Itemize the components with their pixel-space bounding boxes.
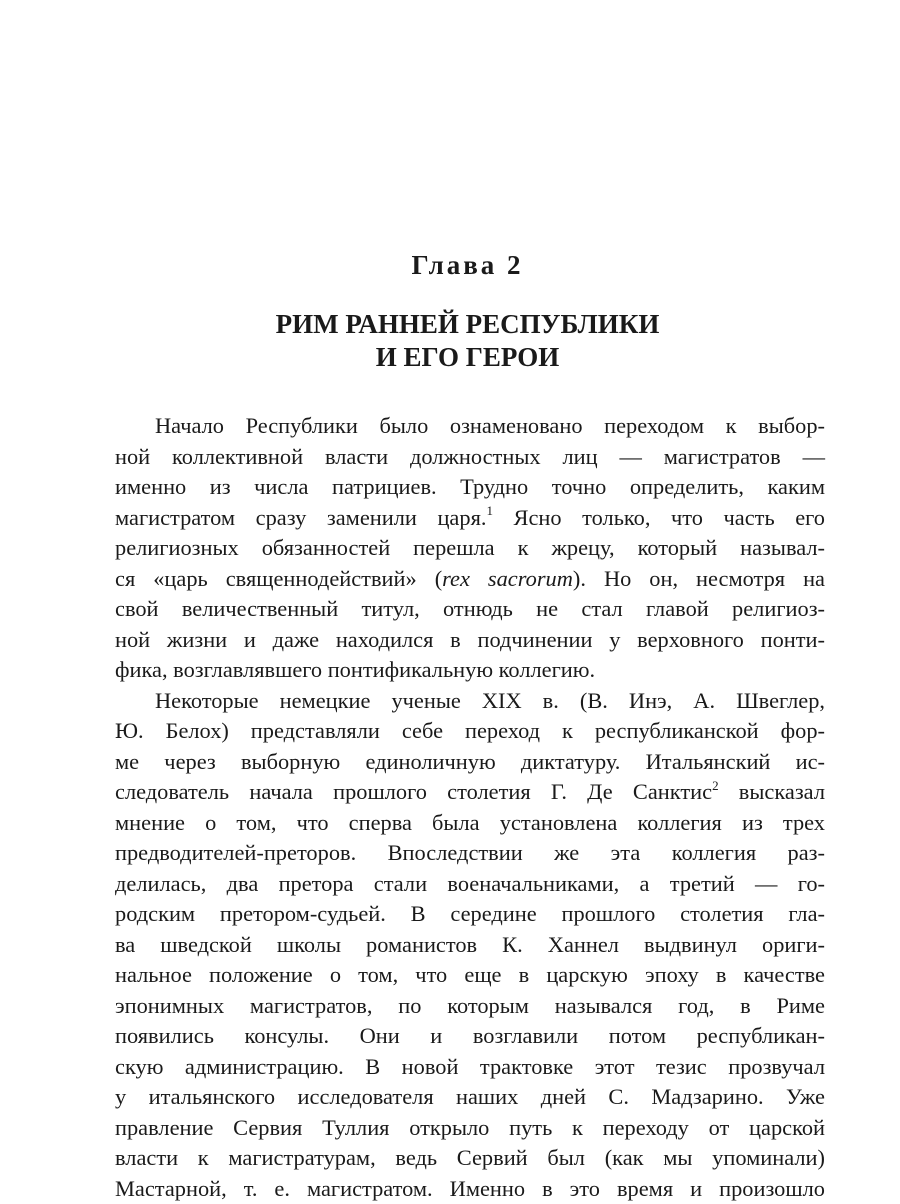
text-line: правление Сервия Туллия открыло путь к переходу от царской	[115, 1113, 825, 1144]
text-line: предводителей-преторов. Впоследствии же эта коллегия раз-	[115, 838, 825, 869]
text-line: скую администрацию. В новой трактовке этот тезис прозвучал	[115, 1052, 825, 1083]
text-line: делилась, два претора стали военачальниками, а третий — го-	[115, 869, 825, 900]
text-line: Ю. Белох) представляли себе переход к республиканской фор-	[115, 716, 825, 747]
text-line: Начало Республики было ознаменовано переходом к выбор-	[115, 411, 825, 442]
paragraph-1	[115, 411, 825, 686]
footnote-marker[interactable]: 1	[486, 503, 493, 518]
text-fragment: магистратом сразу заменили царя.	[115, 505, 486, 530]
footnote-marker[interactable]: 2	[712, 778, 719, 793]
latin-term: rex sacrorum	[442, 566, 573, 591]
text-fragment: следователь начала прошлого столетия Г. Де Санктис	[115, 779, 712, 804]
text-line: именно из числа патрициев. Трудно точно определить, каким	[115, 472, 825, 503]
text-line	[115, 503, 825, 534]
text-line: ной жизни и даже находился в подчинении у верховного понти-	[115, 625, 825, 656]
text-line: Мастарной, т. е. магистратом. Именно в это время и произошло	[115, 1174, 825, 1204]
text-line: фика, возглавлявшего понтификальную коллегию.	[115, 655, 825, 686]
text-line: родским претором-судьей. В середине прошлого столетия гла-	[115, 899, 825, 930]
text-line: власти к магистратурам, ведь Сервий был (как мы упоминали)	[115, 1143, 825, 1174]
text-line: у итальянского исследователя наших дней С. Мадзарино. Уже	[115, 1082, 825, 1113]
text-line: мнение о том, что сперва была установлена коллегия из трех	[115, 808, 825, 839]
text-fragment: ся «царь священнодействий» (	[115, 566, 442, 591]
text-line	[115, 777, 825, 808]
text-line: религиозных обязанностей перешла к жрецу, который называл-	[115, 533, 825, 564]
text-line: Некоторые немецкие ученые XIX в. (В. Инэ, А. Швеглер,	[115, 686, 825, 717]
text-line: эпонимных магистратов, по которым назывался год, в Риме	[115, 991, 825, 1022]
text-line: появились консулы. Они и возглавили потом республикан-	[115, 1021, 825, 1052]
text-line	[115, 564, 825, 595]
text-line: свой величественный титул, отнюдь не стал главой религиоз-	[115, 594, 825, 625]
text-line: нальное положение о том, что еще в царскую эпоху в качестве	[115, 960, 825, 991]
chapter-heading: Глава 2	[0, 250, 900, 281]
text-line: ме через выборную единоличную диктатуру. Итальянский ис-	[115, 747, 825, 778]
text-line: ва шведской школы романистов К. Ханнел выдвинул ориги-	[115, 930, 825, 961]
paragraph-2	[115, 686, 825, 1204]
text-fragment: высказал	[719, 779, 825, 804]
text-fragment: Ясно только, что часть его	[493, 505, 825, 530]
text-line: ной коллективной власти должностных лиц — магистратов —	[115, 442, 825, 473]
chapter-title	[0, 308, 900, 374]
chapter-title-line-2: И ЕГО ГЕРОИ	[0, 341, 900, 374]
chapter-title-line-1: РИМ РАННЕЙ РЕСПУБЛИКИ	[0, 308, 900, 341]
body-text	[115, 411, 825, 1204]
text-fragment: ). Но он, несмотря на	[573, 566, 825, 591]
